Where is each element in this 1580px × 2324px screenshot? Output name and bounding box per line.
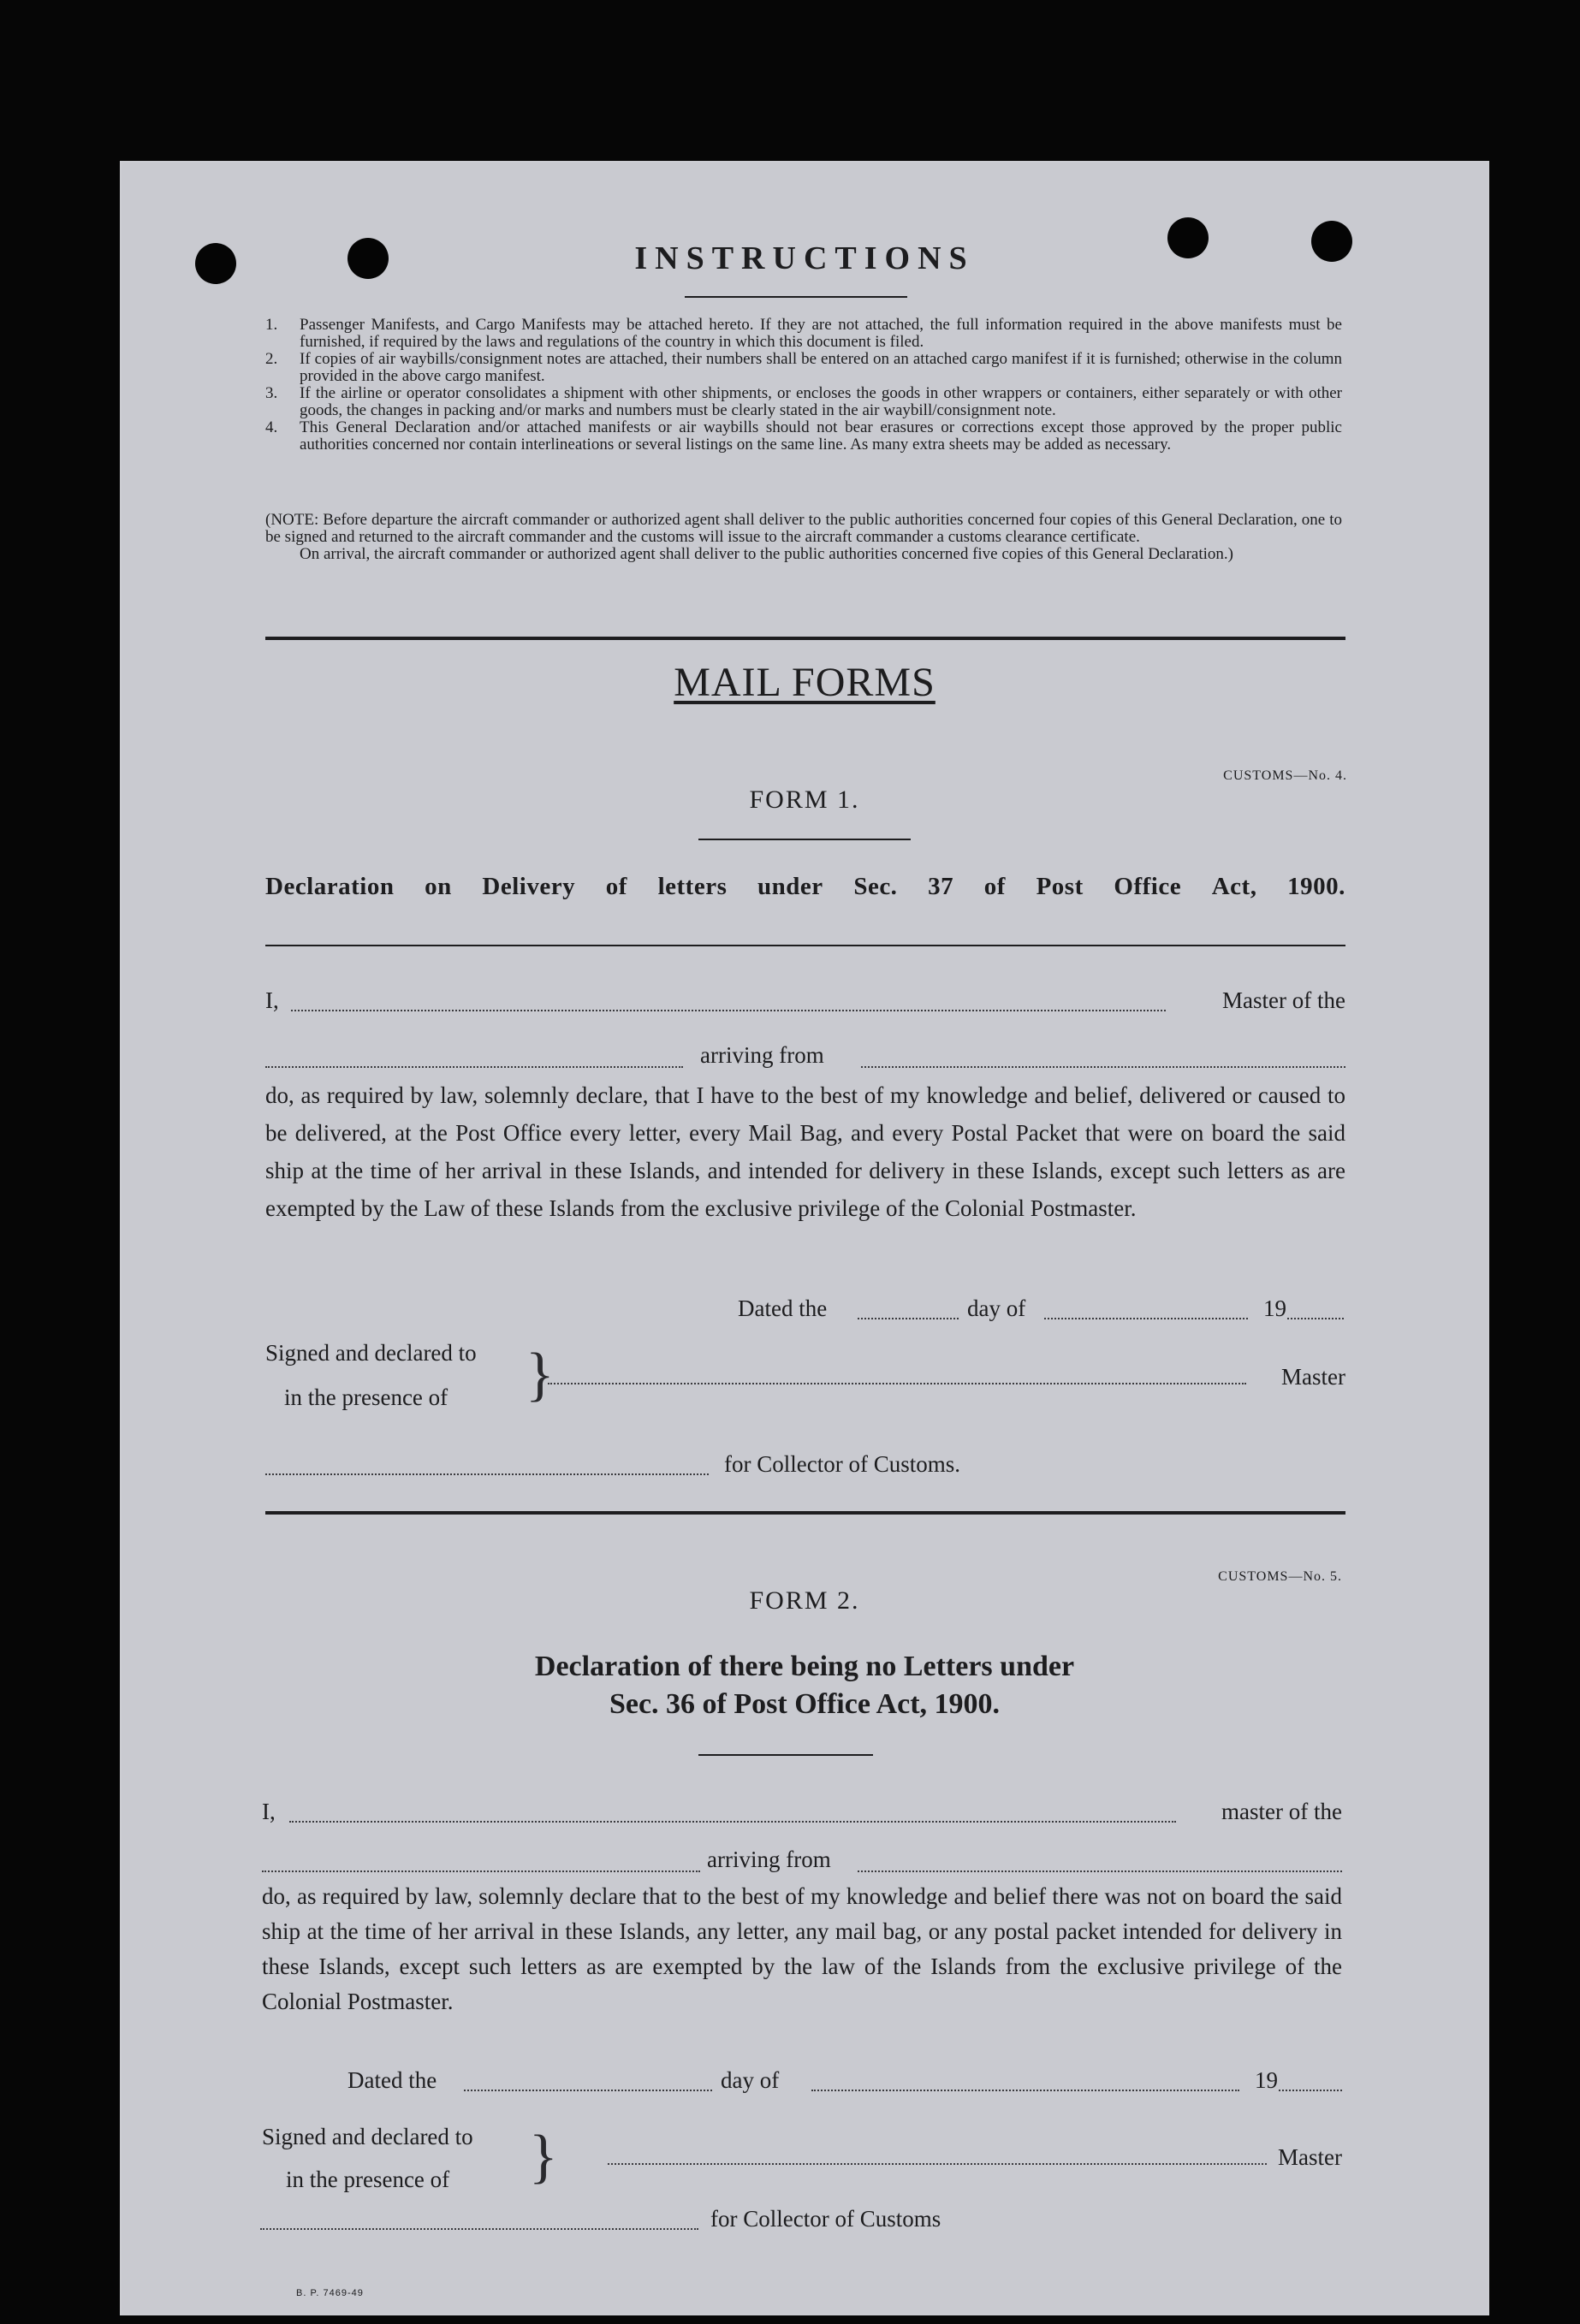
form2-presence-label: in the presence of (286, 2167, 450, 2192)
instructions-list (265, 317, 1342, 454)
form2-collector-signature-field[interactable] (260, 2228, 698, 2230)
form-code: B. P. 7469-49 (296, 2288, 364, 2298)
form2-dated-the-label: Dated the (347, 2067, 437, 2093)
instruction-item: 3. If the airline or operator consolidates a shipment with other shipments, or encloses the goods in other wrappers or containers, either separately or with other goods, the changes in packing and/or marks and numbers must be clearly stated in the air waybill/consignment note. (265, 384, 1342, 419)
instructions-note (265, 512, 1342, 563)
form1-year-label: 19 (1263, 1295, 1286, 1321)
form2-year-field[interactable] (1279, 2090, 1342, 2091)
form1-master-label: Master (1281, 1364, 1345, 1390)
form2-signed-label: Signed and declared to (262, 2124, 473, 2149)
form2-collector-label: for Collector of Customs (710, 2206, 941, 2232)
form2-name-field[interactable] (289, 1821, 1176, 1823)
form2-title-underline (698, 1754, 873, 1756)
form-divider (265, 1511, 1345, 1515)
instructions-title-underline (685, 296, 907, 298)
form2-i-label: I, (262, 1799, 276, 1824)
form1-dated-the-label: Dated the (738, 1295, 828, 1321)
form1-heading-underline (698, 839, 911, 840)
form1-customs-number: CUSTOMS—No. 4. (1223, 768, 1347, 783)
form1-collector-label: for Collector of Customs. (724, 1451, 960, 1477)
form2-master-of-the-label: master of the (1221, 1799, 1342, 1824)
form1-master-signature-field[interactable] (548, 1383, 1246, 1384)
form2-year-label: 19 (1255, 2067, 1278, 2093)
instruction-item: 1. Passenger Manifests, and Cargo Manifests may be attached hereto. If they are not attached, the full information required in the above manifests must be furnished, if required by the laws and regulations of the country in which this document is filed. (265, 316, 1342, 351)
form2-arriving-from-label: arriving from (707, 1847, 831, 1872)
form1-presence-label: in the presence of (284, 1384, 448, 1410)
form2-body: do, as required by law, solemnly declare that to the best of my knowledge and belief there was not on board the said ship at the time of her arrival in these Islands, any letter, any mail bag, or any postal packet intended for delivery in these Islands, except such letters as are exempted by the law of the Islands from the exclusive privilege of the Colonial Postmaster. (262, 1883, 1342, 2014)
form1-month-field[interactable] (1044, 1318, 1248, 1319)
form2-brace: } (529, 2124, 558, 2190)
form2-customs-number: CUSTOMS—No. 5. (1218, 1569, 1342, 1584)
form1-collector-signature-field[interactable] (265, 1473, 709, 1475)
document-page (120, 161, 1489, 2315)
form1-i-label: I, (265, 987, 279, 1013)
form1-heading: FORM 1. (749, 786, 860, 814)
form1-year-field[interactable] (1287, 1318, 1344, 1319)
form1-day-of-label: day of (967, 1295, 1026, 1321)
form2-heading: FORM 2. (749, 1586, 860, 1615)
form1-title: Declaration on Delivery of letters under Sec. 37 of Post Office Act, 1900. (265, 873, 1345, 900)
form2-day-of-label: day of (721, 2067, 780, 2093)
mail-forms-title: MAIL FORMS (674, 660, 936, 705)
section-divider (265, 637, 1345, 640)
form2-origin-field[interactable] (858, 1870, 1342, 1872)
note-arrival: On arrival, the aircraft commander or authorized agent shall deliver to the public authorities concerned five copies of this General Declaration.) (300, 545, 1233, 563)
instruction-item: 2. If copies of air waybills/consignment notes are attached, their numbers shall be entered on an attached cargo manifest if it is furnished; otherwise in the column provided in the above cargo manifest. (265, 350, 1342, 385)
instruction-item: 4. This General Declaration and/or attached manifests or air waybills should not bear erasures or corrections except those approved by the proper public authorities concerned nor contain interlineations or several listings on the same line. As many extra sheets may be added as necessary. (265, 418, 1342, 454)
instructions-title: INSTRUCTIONS (634, 240, 975, 276)
form1-title-rule (265, 945, 1345, 946)
form1-body: do, as required by law, solemnly declare, that I have to the best of my knowledge and belief, delivered or caused to be delivered, at the Post Office every letter, every Mail Bag, and every Postal Packet that were on board the said ship at the time of her arrival in these Islands, and intended for delivery in these Islands, except such letters as are exempted by the Law of these Islands from the exclusive privilege of the Colonial Postmaster. (265, 1082, 1345, 1221)
form1-origin-field[interactable] (861, 1066, 1345, 1068)
form2-master-label: Master (1278, 2144, 1342, 2170)
note-departure: (NOTE: Before departure the aircraft commander or authorized agent shall deliver to the public authorities concerned four copies of this General Declaration, one to be signed and returned to the aircraft commander and the customs will issue to the aircraft commander a customs clearance certificate. (265, 511, 1342, 546)
form2-title: Declaration of there being no Letters under Sec. 36 of Post Office Act, 1900. (534, 1651, 1075, 1720)
form1-name-field[interactable] (291, 1010, 1166, 1011)
form2-month-field[interactable] (811, 2090, 1239, 2091)
form2-ship-field[interactable] (262, 1870, 700, 1872)
form2-master-signature-field[interactable] (608, 2163, 1267, 2165)
form1-master-of-the-label: Master of the (1222, 987, 1345, 1013)
form1-date-field[interactable] (858, 1318, 959, 1319)
form1-arriving-from-label: arriving from (700, 1042, 824, 1068)
form1-signed-label: Signed and declared to (265, 1340, 477, 1366)
form1-ship-field[interactable] (265, 1066, 683, 1068)
form2-date-field[interactable] (464, 2090, 712, 2091)
form1-brace: } (526, 1342, 555, 1408)
